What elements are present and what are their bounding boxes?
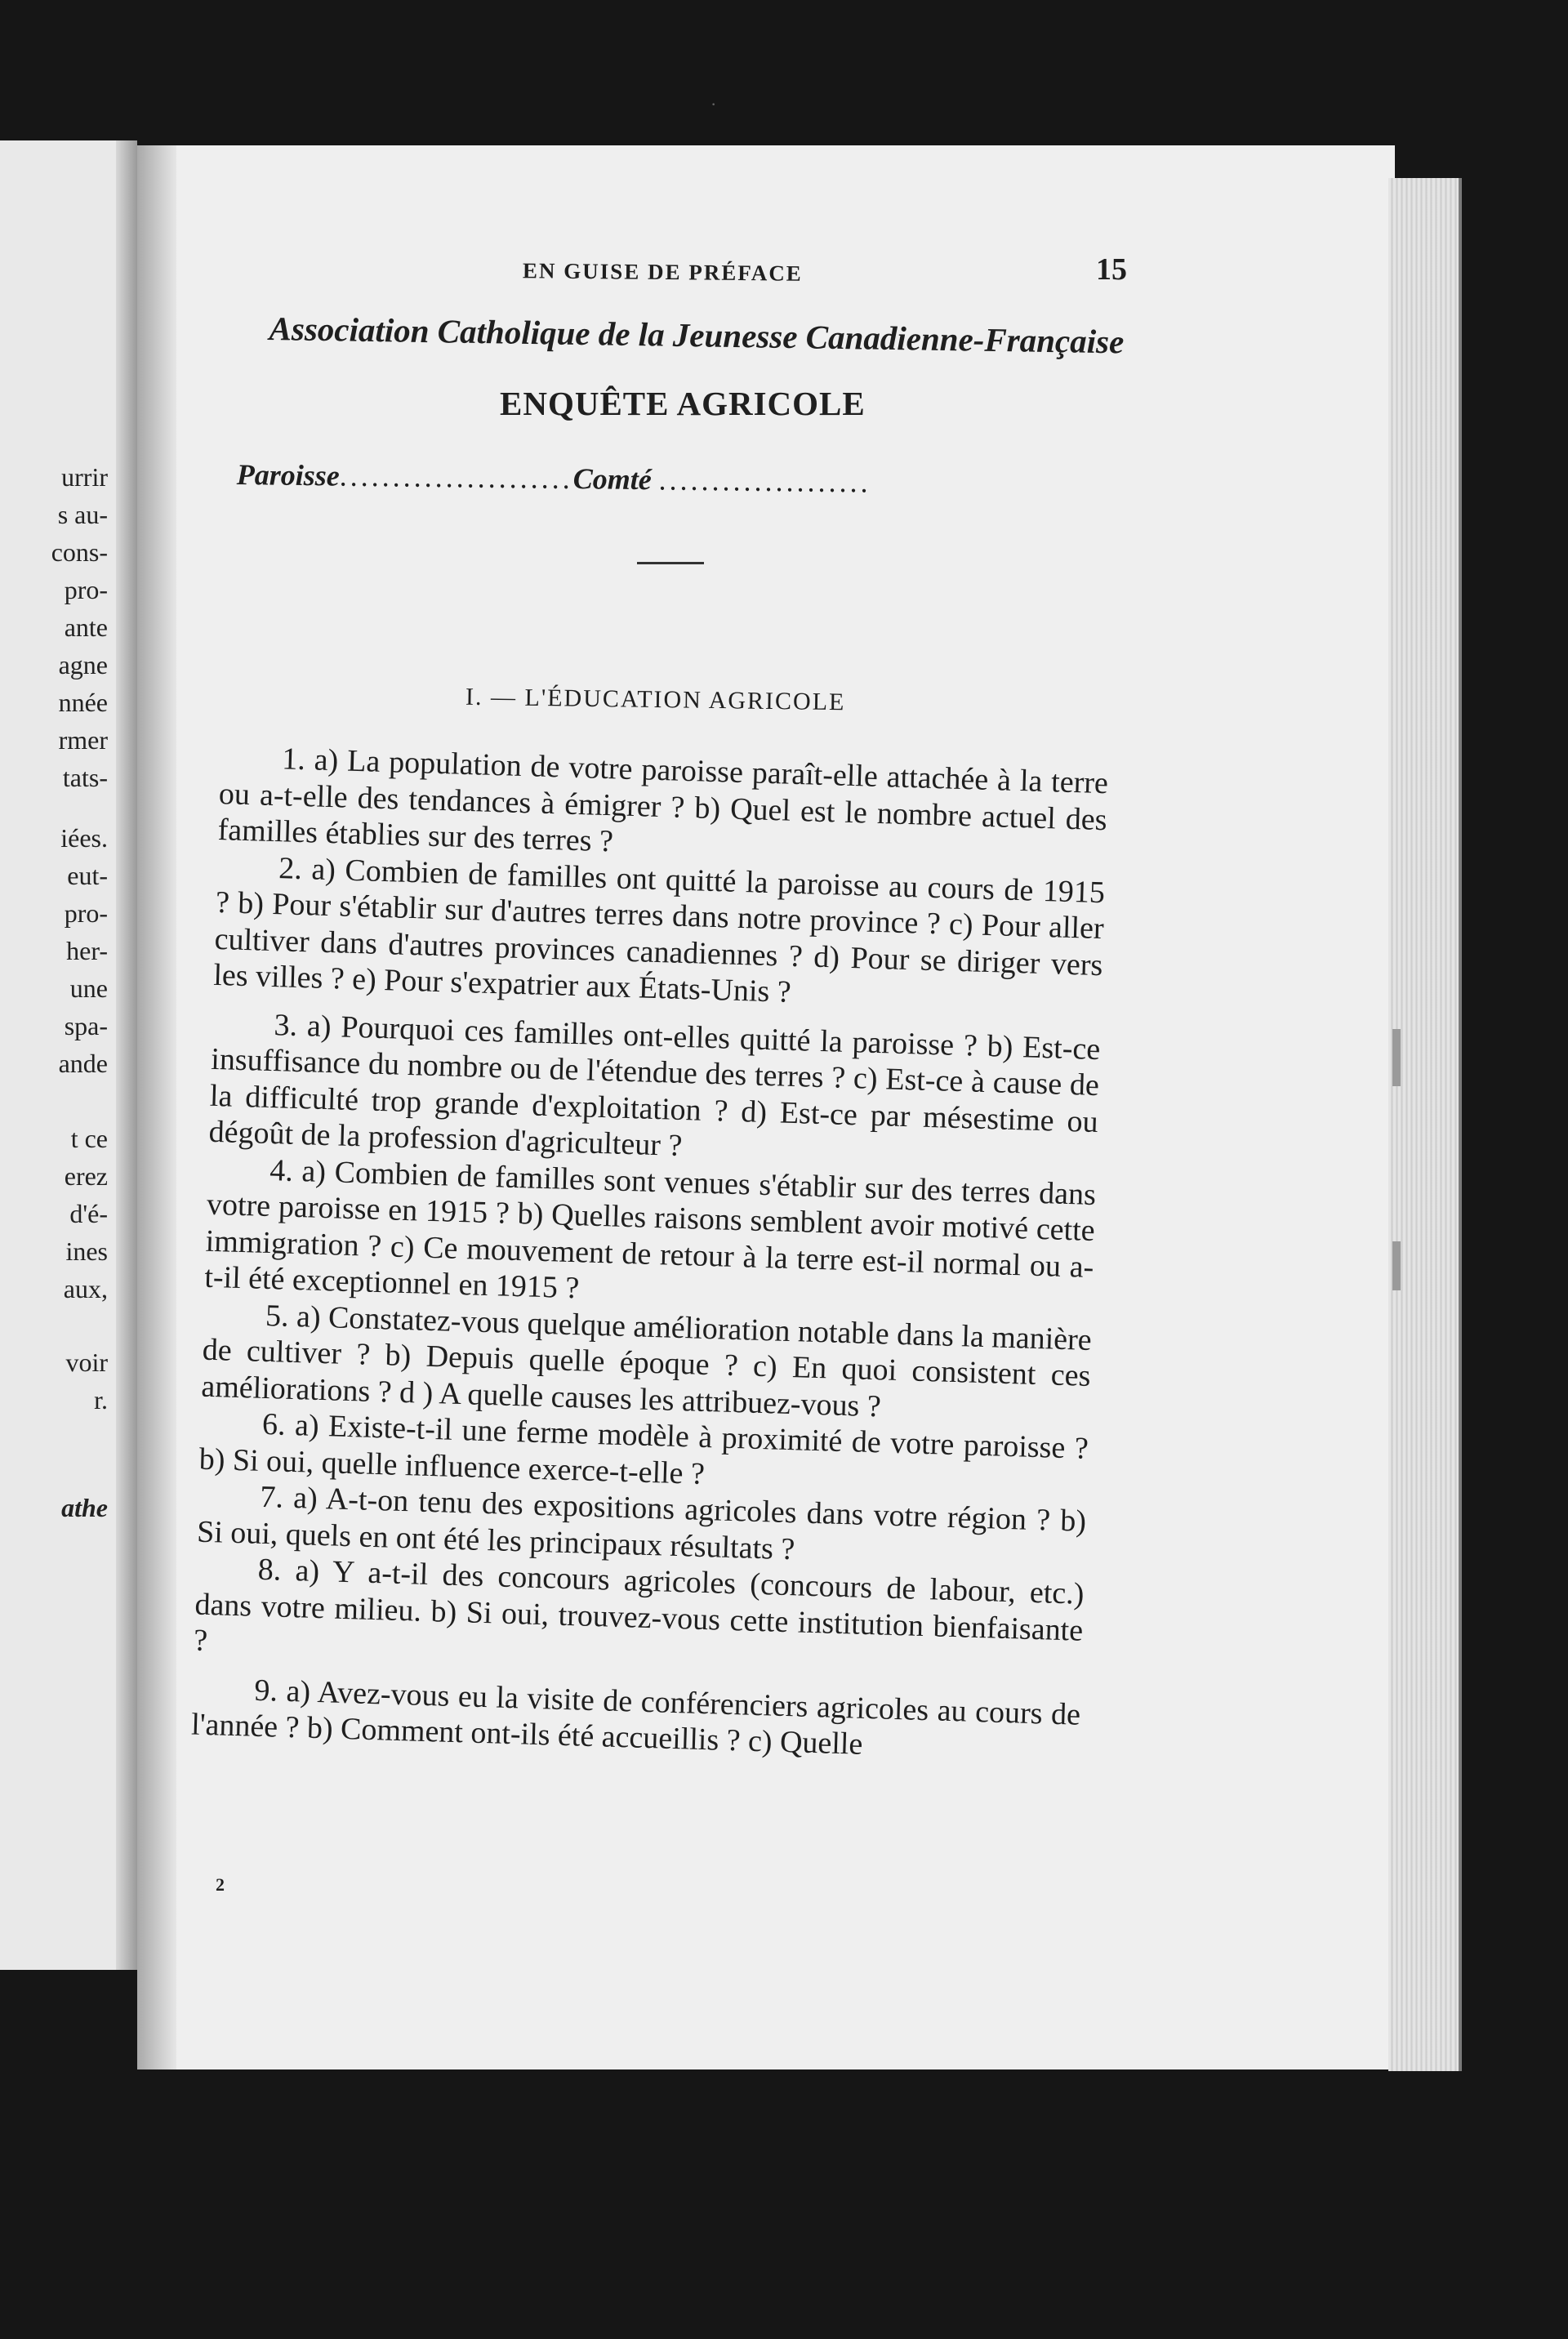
left-page-line: pro- (64, 575, 108, 604)
left-page-line: cons- (51, 537, 108, 567)
running-head: EN GUISE DE PRÉFACE (522, 258, 803, 286)
questions-body (191, 739, 1109, 1769)
page-edges (1388, 178, 1462, 2071)
left-page-line: tats- (62, 763, 108, 792)
left-page-line: pro- (64, 898, 108, 928)
scan-speck: · (710, 94, 717, 114)
question-paragraph: 8. a) Y a-t-il des concours agricoles (concours de labour, etc.) dans votre milieu. b) Si oui, trouvez-vous cette institution bienfaisante ? (193, 1552, 1085, 1659)
left-page-line: ines (65, 1236, 108, 1266)
question-paragraph: 4. a) Combien de familles sont venues s'établir sur des terres dans votre paroisse en 1915 ? b) Quelles raisons semblent avoir motivé cette immigration ? c) Ce mouvement de retour à la terre est-il normal ou a-t-il été exceptionnel en 1915 ? (203, 1152, 1097, 1306)
left-page-line: agne (58, 650, 108, 679)
left-page-line: iées. (60, 823, 108, 853)
association-name: Association Catholique de la Jeunesse Canadienne-Française (269, 309, 1125, 361)
left-page-gutter (116, 140, 137, 1970)
section-divider (637, 562, 704, 564)
left-page-line: her- (66, 936, 108, 965)
left-page-line: spa- (64, 1011, 108, 1040)
question-paragraph: 2. a) Combien de familles ont quitté la paroisse au cours de 1915 ? b) Pour s'établir sur d'autres terres dans notre province ? c) Pour aller cultiver dans d'autres provinces canadiennes ? d) Pour se diriger vers les villes ? e) Pour s'expatrier aux États-Unis ? (212, 850, 1106, 1009)
paroisse-dots: ...................... (339, 459, 573, 496)
question-paragraph: 5. a) Constatez-vous quelque amélioration notable dans la manière de cultiver ? b) Depuis quelle époque ? c) En quoi consistent ces améliorations ? d ) A quelle causes les attribuez-vous ? (200, 1298, 1093, 1423)
question-paragraph: 9. a) Avez-vous eu la visite de conférenciers agricoles au cours de l'année ? b) Comment ont-ils été accueillis ? c) Quelle (190, 1673, 1081, 1762)
question-paragraph: 6. a) Existe-t-il une ferme modèle à proximité de votre paroisse ? b) Si oui, quelle influence exerce-t-elle ? (198, 1406, 1089, 1491)
left-page-line: ande (58, 1049, 108, 1078)
edge-mark (1392, 1029, 1401, 1086)
left-page-line: voir (65, 1348, 108, 1377)
survey-title: ENQUÊTE AGRICOLE (500, 385, 866, 422)
question-paragraph: 7. a) A-t-on tenu des expositions agricoles dans votre région ? b) Si oui, quels en ont été les principaux résultats ? (196, 1479, 1087, 1566)
left-page-line: eut- (67, 861, 108, 890)
signature-mark: 2 (216, 1874, 225, 1895)
left-page-line: d'é- (69, 1199, 108, 1228)
left-page-line: rmer (58, 725, 108, 755)
left-page-line: aux, (63, 1274, 108, 1303)
left-page-line: athe (61, 1493, 108, 1522)
paroisse-label: Paroisse (236, 457, 340, 492)
left-page-line: nnée (58, 688, 108, 717)
edge-mark (1392, 1241, 1401, 1290)
question-paragraph: 1. a) La population de votre paroisse paraît-elle attachée à la terre ou a-t-elle des tendances à émigrer ? b) Quel est le nombre actuel des familles établies sur des terres ? (217, 742, 1109, 859)
left-page-line: urrir (61, 462, 108, 492)
main-page-gutter (137, 145, 176, 2069)
left-page-line: ante (64, 613, 108, 642)
left-page-line: erez (64, 1161, 108, 1191)
comte-label: Comté (572, 462, 652, 497)
left-page-line: une (69, 973, 108, 1003)
question-paragraph: 3. a) Pourquoi ces familles ont-elles quitté la paroisse ? b) Est-ce insuffisance du nombre ou de l'étendue des terres ? c) Est-ce à cause de la difficulté trop grande d'exploitation ? d) Est-ce par mésestime ou dégoût de la profession d'agriculteur ? (208, 1007, 1101, 1163)
page-number: 15 (1096, 252, 1127, 287)
left-page-line: t ce (70, 1124, 108, 1153)
left-page-line: r. (94, 1385, 108, 1415)
left-facing-page (0, 140, 137, 1970)
section-title: I. — L'ÉDUCATION AGRICOLE (465, 683, 846, 716)
left-page-line: s au- (57, 500, 108, 529)
comte-dots: .................... (658, 463, 871, 499)
